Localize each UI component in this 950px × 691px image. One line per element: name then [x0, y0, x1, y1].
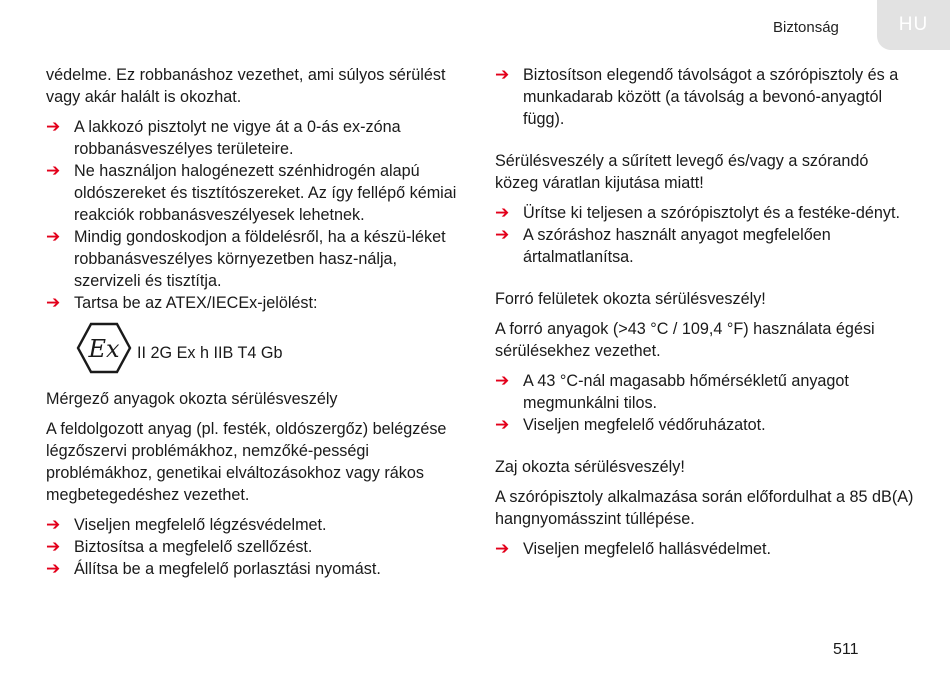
arrow-right-icon: ➔ — [495, 539, 510, 558]
arrow-right-icon: ➔ — [46, 559, 61, 578]
arrow-right-icon: ➔ — [46, 117, 61, 136]
list-item-text: Viseljen megfelelő hallásvédelmet. — [523, 540, 772, 558]
list-item — [46, 116, 466, 160]
list-item-text: A lakkozó pisztolyt ne vigye át a 0-ás ex-zóna robbanásveszélyes területeire. — [74, 118, 401, 158]
list-item-text: Viseljen megfelelő védőruházatot. — [523, 416, 766, 434]
arrow-right-icon: ➔ — [46, 537, 61, 556]
list-item — [495, 414, 915, 436]
right-column — [495, 64, 915, 580]
arrow-right-icon: ➔ — [495, 203, 510, 222]
list-item — [46, 558, 466, 580]
hot-paragraph: A forró anyagok (>43 °C / 109,4 °F) használata égési sérülésekhez vezethet. — [495, 320, 875, 360]
intro-paragraph: védelme. Ez robbanáshoz vezethet, ami súlyos sérülést vagy akár halált is okozhat. — [46, 66, 446, 106]
ex-marking — [46, 322, 466, 372]
svg-text:Ex: Ex — [88, 335, 120, 363]
bullet-list-explosion — [46, 116, 466, 314]
ex-marking-code: II 2G Ex h IIB T4 Gb — [137, 344, 283, 362]
list-item — [46, 536, 466, 558]
list-item — [495, 538, 915, 560]
list-item-text: Ürítse ki teljesen a szórópisztolyt és a festéke-dényt. — [523, 204, 900, 222]
list-item — [46, 292, 466, 314]
toxic-paragraph: A feldolgozott anyag (pl. festék, oldószergőz) belégzése légzőszervi problémákhoz, nemzőké-pességi problémákhoz, genetikai elváltozásokhoz vagy rákos megbetegedéshez vezethet. — [46, 420, 447, 504]
list-item — [46, 514, 466, 536]
list-item-text: A 43 °C-nál magasabb hőmérsékletű anyagot megmunkálni tilos. — [523, 372, 849, 412]
left-column — [46, 64, 466, 600]
list-item-text: Viseljen megfelelő légzésvédelmet. — [74, 516, 327, 534]
bullet-list-noise — [495, 538, 915, 560]
toxic-heading: Mérgező anyagok okozta sérülésveszély — [46, 390, 338, 408]
noise-heading: Zaj okozta sérülésveszély! — [495, 458, 685, 476]
noise-paragraph: A szórópisztoly alkalmazása során előfordulhat a 85 dB(A) hangnyomásszint túllépése. — [495, 488, 914, 528]
list-item-text: Biztosítson elegendő távolságot a szórópisztoly és a munkadarab között (a távolság a bevonó-anyagtól függ). — [523, 66, 899, 128]
list-item — [46, 160, 466, 226]
list-item-text: Mindig gondoskodjon a földelésről, ha a készü-léket robbanásveszélyes környezetben hasz-nálja, szervizeli és tisztítja. — [74, 228, 446, 290]
section-label: Biztonság — [773, 19, 839, 36]
list-item — [495, 224, 915, 268]
page-number: 511 — [833, 641, 859, 658]
list-item-text: A szóráshoz használt anyagot megfelelően ártalmatlanítsa. — [523, 226, 831, 266]
arrow-right-icon: ➔ — [495, 65, 510, 84]
hot-heading: Forró felületek okozta sérülésveszély! — [495, 290, 766, 308]
list-item — [46, 226, 466, 292]
arrow-right-icon: ➔ — [46, 293, 61, 312]
arrow-right-icon: ➔ — [46, 515, 61, 534]
arrow-right-icon: ➔ — [46, 227, 61, 246]
arrow-right-icon: ➔ — [495, 371, 510, 390]
list-item-text: Biztosítsa a megfelelő szellőzést. — [74, 538, 313, 556]
bullet-list-distance — [495, 64, 915, 130]
list-item-text: Állítsa be a megfelelő porlasztási nyomást. — [74, 560, 381, 578]
arrow-right-icon: ➔ — [46, 161, 61, 180]
bullet-list-air — [495, 202, 915, 268]
list-item — [495, 202, 915, 224]
list-item — [495, 370, 915, 414]
list-item-text: Ne használjon halogénezett szénhidrogén alapú oldószereket és tisztítószereket. Az így fellépő kémiai reakciók robbanásveszélyesek lehetnek. — [74, 162, 457, 224]
language-tab: HU — [877, 0, 950, 50]
list-item-text: Tartsa be az ATEX/IECEx-jelölést: — [74, 294, 318, 312]
list-item — [495, 64, 915, 130]
ex-hexagon-icon — [76, 322, 132, 374]
bullet-list-toxic — [46, 514, 466, 580]
arrow-right-icon: ➔ — [495, 415, 510, 434]
bullet-list-hot — [495, 370, 915, 436]
air-heading: Sérülésveszély a sűrített levegő és/vagy a szórandó közeg váratlan kijutása miatt! — [495, 152, 869, 192]
arrow-right-icon: ➔ — [495, 225, 510, 244]
